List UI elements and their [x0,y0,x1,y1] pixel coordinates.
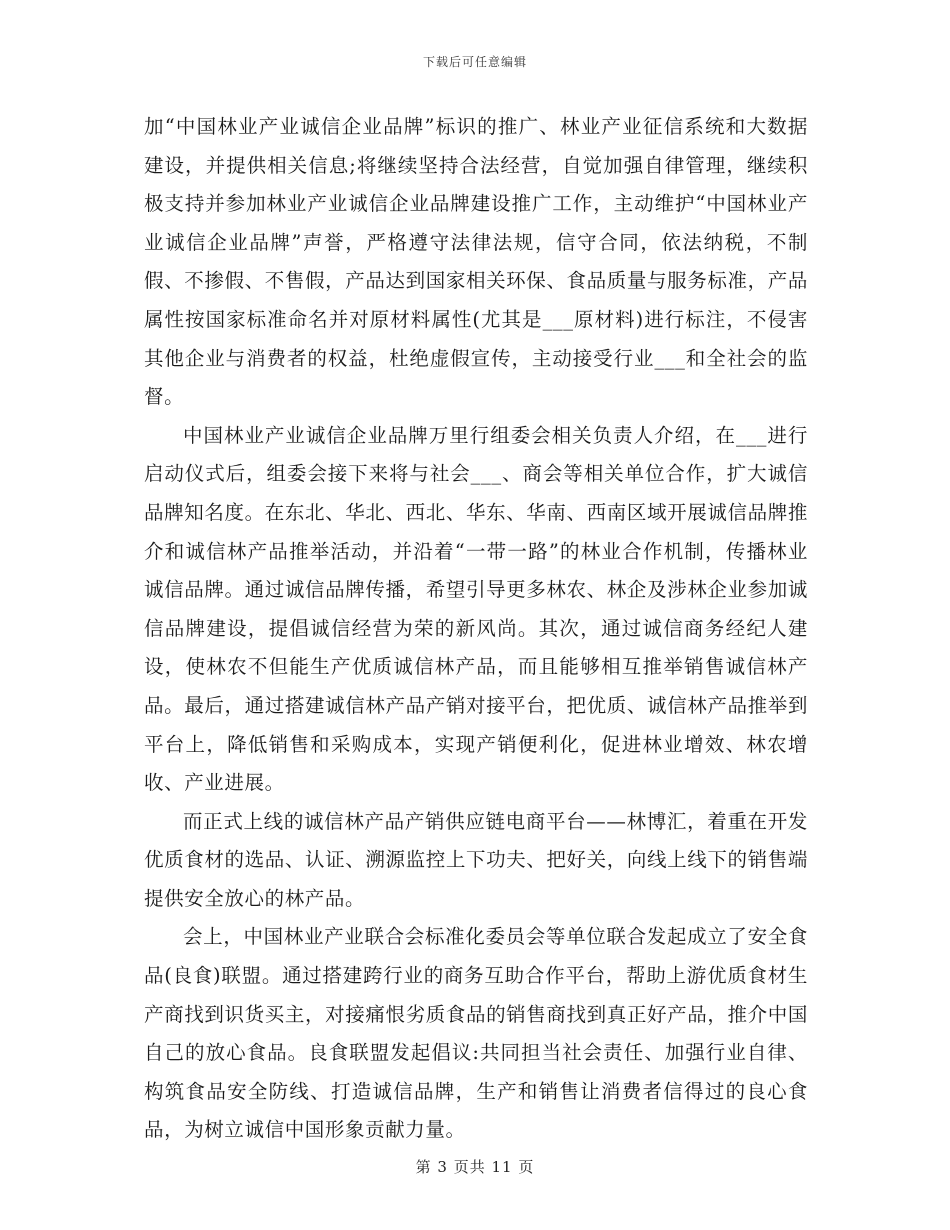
paragraph-ecommerce-platform: 而正式上线的诚信林产品产销供应链电商平台——林博汇，着重在开发优质食材的选品、认证、溯源监控上下功夫、把好关，向线上线下的销售端提供安全放心的林产品。 [144,809,808,910]
paragraph-continuation: 加“中国林业产业诚信企业品牌”标识的推广、林业产业征信系统和大数据建设，并提供相关信息;将继续坚持合法经营，自觉加强自律管理，继续积极支持并参加林业产业诚信企业品牌建设推广工作，主动维护“中国林业产业诚信企业品牌”声誉，严格遵守法律法规，信守合同，依法纳税，不制假、不掺假、不售假，产品达到国家相关环保、食品质量与服务标准，产品属性按国家标准命名并对原材料属性(尤其是___原材料)进行标注，不侵害其他企业与消费者的权益，杜绝虚假宣传，主动接受行业___和全社会的监督。 [144,115,808,409]
document-body [144,108,808,1150]
page-number: 第 3 页共 11 页 [415,1158,535,1176]
paragraph-food-alliance: 会上，中国林业产业联合会标准化委员会等单位联合发起成立了安全食品(良食)联盟。通过搭建跨行业的商务互助合作平台，帮助上游优质食材生产商找到识货买主，对接痛恨劣质食品的销售商找到真正好产品，推介中国自己的放心食品。良食联盟发起倡议:共同担当社会责任、加强行业自律、构筑食品安全防线、打造诚信品牌，生产和销售让消费者信得过的良心食品，为树立诚信中国形象贡献力量。 [144,925,808,1142]
page-header: 下载后可任意编辑 [422,55,527,69]
paragraph-launch-plans: 中国林业产业诚信企业品牌万里行组委会相关负责人介绍，在___进行启动仪式后，组委会接下来将与社会___、商会等相关单位合作，扩大诚信品牌知名度。在东北、华北、西北、华东、华南、西南区域开展诚信品牌推介和诚信林产品推举活动，并沿着“一带一路”的林业合作机制，传播林业诚信品牌。通过诚信品牌传播，希望引导更多林农、林企及涉林企业参加诚信品牌建设，提倡诚信经营为荣的新风尚。其次，通过诚信商务经纪人建设，使林农不但能生产优质诚信林产品，而且能够相互推举销售诚信林产品。最后，通过搭建诚信林产品产销对接平台，把优质、诚信林产品推举到平台上，降低销售和采购成本，实现产销便利化，促进林业增效、林农增收、产业进展。 [144,423,808,795]
